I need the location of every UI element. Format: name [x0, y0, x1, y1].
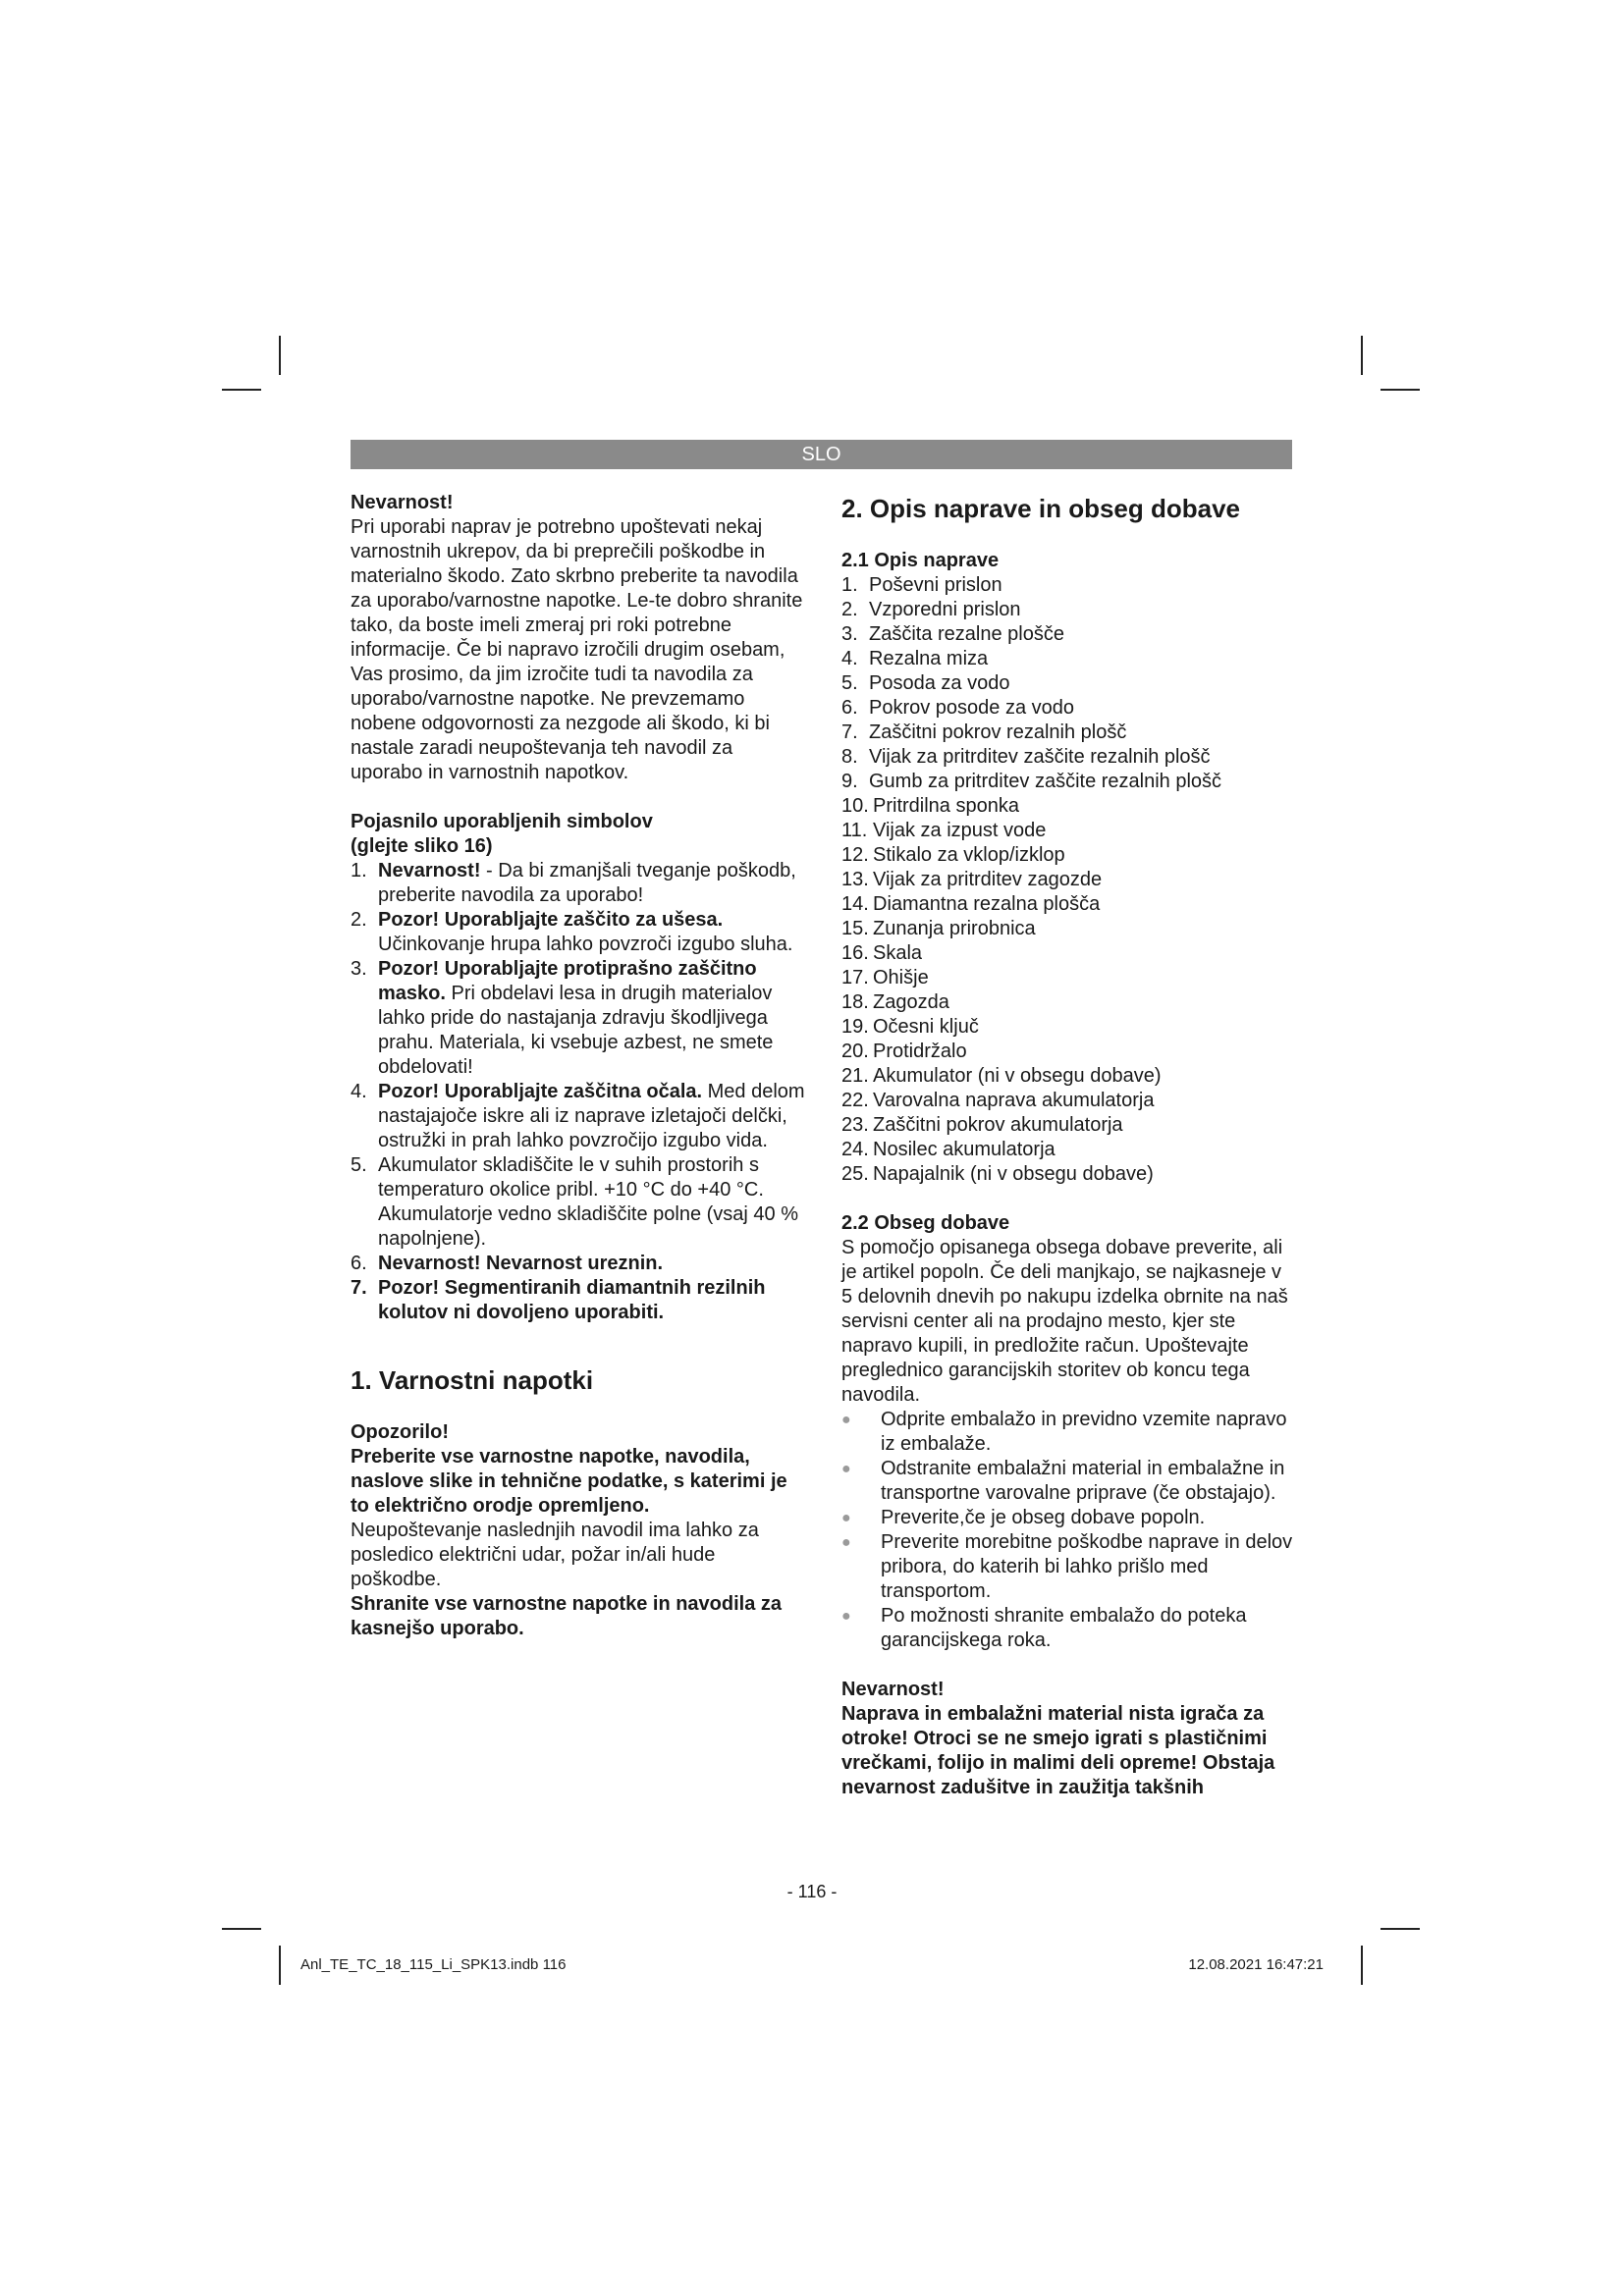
part-item — [841, 1162, 1293, 1187]
warning-bold-text: Preberite vse varnostne napotke, navodila, naslove slike in tehnične podatke, s katerimi je to električno orodje opremljeno. — [351, 1446, 787, 1517]
symbols-list — [351, 859, 807, 1325]
part-item — [841, 990, 1293, 1015]
symbol-item — [351, 908, 807, 957]
item-bold-text: Pozor! Uporabljajte zaščitna očala. — [378, 1081, 703, 1102]
section1-heading: 1. Varnostni napotki — [351, 1365, 594, 1395]
part-number: 6. — [841, 697, 858, 719]
part-number: 22. — [841, 1090, 869, 1111]
section2-heading: 2. Opis naprave in obseg dobave — [841, 494, 1241, 523]
part-number: 21. — [841, 1065, 869, 1087]
item-number: 7. — [351, 1277, 367, 1299]
part-number: 2. — [841, 599, 858, 620]
crop-mark — [222, 1928, 261, 1930]
crop-mark — [1361, 1946, 1363, 1985]
part-number: 3. — [841, 623, 858, 645]
part-label: Očesni ključ — [873, 1016, 979, 1038]
item-number: 4. — [351, 1081, 367, 1102]
part-item — [841, 598, 1293, 622]
scope-checklist — [841, 1408, 1293, 1653]
part-number: 7. — [841, 721, 858, 743]
checklist-text: Preverite morebitne poškodbe naprave in delov pribora, do katerih bi lahko prišlo med transportom. — [881, 1531, 1293, 1602]
part-label: Vijak za pritrditev zaščite rezalnih plošč — [869, 746, 1211, 768]
part-item — [841, 1015, 1293, 1040]
scope-text: S pomočjo opisanega obsega dobave preverite, ali je artikel popoln. Če deli manjkajo, se najkasneje v 5 delovnih dnevih po nakupu izdelka obrnite na naš servisni center ali na prodajno mesto, kjer ste napravo kupili, in predložite račun. Upoštevajte preglednico garancijskih storitev ob koncu tega navodila. — [841, 1237, 1288, 1406]
language-label: SLO — [801, 444, 841, 465]
part-label: Zunanja prirobnica — [873, 918, 1036, 939]
crop-mark — [279, 1946, 281, 1985]
part-item — [841, 1113, 1293, 1138]
checklist-item — [841, 1457, 1293, 1506]
part-number: 17. — [841, 967, 869, 988]
bullet-icon: ● — [841, 1412, 851, 1428]
checklist-item — [841, 1604, 1293, 1653]
part-item — [841, 573, 1293, 598]
symbol-item — [351, 1252, 807, 1276]
sub21-heading: 2.1 Opis naprave — [841, 550, 1000, 571]
bullet-icon: ● — [841, 1461, 851, 1477]
part-number: 11. — [841, 820, 868, 841]
symbols-title: Pojasnilo uporabljenih simbolov — [351, 811, 653, 832]
part-label: Posoda za vodo — [869, 672, 1010, 694]
left-column — [351, 491, 807, 1641]
part-item — [841, 1138, 1293, 1162]
part-item — [841, 794, 1293, 819]
symbol-item — [351, 1153, 807, 1252]
part-number: 9. — [841, 771, 858, 792]
language-header-bar — [351, 440, 1292, 469]
part-number: 8. — [841, 746, 858, 768]
item-text: - Da bi zmanjšali tveganje poškodb, preberite navodila za uporabo! — [378, 860, 796, 906]
part-label: Ohišje — [873, 967, 929, 988]
checklist-text: Preverite,če je obseg dobave popoln. — [881, 1507, 1206, 1528]
part-label: Varovalna naprava akumulatorja — [873, 1090, 1155, 1111]
part-label: Nosilec akumulatorja — [873, 1139, 1056, 1160]
part-item — [841, 941, 1293, 966]
item-number: 2. — [351, 909, 367, 931]
part-item — [841, 647, 1293, 671]
part-item — [841, 671, 1293, 696]
part-item — [841, 1040, 1293, 1064]
part-item — [841, 892, 1293, 917]
part-number: 5. — [841, 672, 858, 694]
part-label: Vzporedni prislon — [869, 599, 1021, 620]
symbols-subtitle: (glejte sliko 16) — [351, 835, 493, 857]
part-item — [841, 696, 1293, 721]
part-number: 10. — [841, 795, 869, 817]
danger-title: Nevarnost! — [351, 492, 454, 513]
part-number: 18. — [841, 991, 869, 1013]
checklist-item — [841, 1506, 1293, 1530]
part-item — [841, 966, 1293, 990]
crop-mark — [1361, 336, 1363, 375]
page-number: - 116 - — [786, 1882, 838, 1901]
bullet-icon: ● — [841, 1608, 851, 1625]
warning-title: Opozorilo! — [351, 1421, 449, 1443]
part-number: 4. — [841, 648, 858, 669]
item-text: Pri obdelavi lesa in drugih materialov lahko pride do nastajanja zdravju škodljivega prahu. Materiala, ki vsebuje azbest, ne smete obdelovati! — [378, 983, 774, 1078]
item-bold-text: Pozor! Uporabljajte protiprašno zaščitno masko. — [378, 958, 757, 1004]
sub22-heading: 2.2 Obseg dobave — [841, 1212, 1010, 1234]
danger-text-right: Naprava in embalažni material nista igrača za otroke! Otroci se ne smejo igrati s plastičnimi vrečkami, folijo in malimi deli opreme! Obstaja nevarnost zadušitve in zaužitja takšnih — [841, 1703, 1275, 1798]
footer-file-name: Anl_TE_TC_18_115_Li_SPK13.indb 116 — [300, 1956, 567, 1973]
checklist-text: Odstranite embalažni material in embalažne in transportne varovalne priprave (če obstajajo). — [881, 1458, 1285, 1504]
symbol-item — [351, 1080, 807, 1153]
item-number: 6. — [351, 1253, 367, 1274]
danger-text: Pri uporabi naprav je potrebno upoštevati nekaj varnostnih ukrepov, da bi preprečili poškodbe in materialno škodo. Zato skrbno preberite ta navodila za uporabo/varnostne napotke. Le-te dobro shranite tako, da boste imeli zmeraj pri roki potrebne informacije. Če bi napravo izročili drugim osebam, Vas prosimo, da jim izročite tudi ta navodila za uporabo/varnostne napotke. Ne prevzemamo nobene odgovornosti za nezgode ali škodo, ki bi nastale zaradi neupoštevanja teh navodil za uporabo in varnostnih napotkov. — [351, 516, 803, 783]
right-column — [841, 491, 1293, 1800]
part-label: Stikalo za vklop/izklop — [873, 844, 1065, 866]
part-item — [841, 843, 1293, 868]
part-label: Skala — [873, 942, 923, 964]
keep-instructions-text: Shranite vse varnostne napotke in navodila za kasnejšo uporabo. — [351, 1593, 783, 1639]
item-bold-text: Pozor! Uporabljajte zaščito za ušesa. — [378, 909, 724, 931]
bullet-icon: ● — [841, 1510, 851, 1526]
symbol-item — [351, 1276, 807, 1325]
part-item — [841, 745, 1293, 770]
part-label: Napajalnik (ni v obsegu dobave) — [873, 1163, 1154, 1185]
part-label: Pritrdilna sponka — [873, 795, 1019, 817]
item-text: Učinkovanje hrupa lahko povzroči izgubo sluha. — [378, 934, 793, 955]
part-number: 24. — [841, 1139, 869, 1160]
part-number: 20. — [841, 1041, 869, 1062]
part-label: Zaščitni pokrov akumulatorja — [873, 1114, 1123, 1136]
crop-mark — [1380, 1928, 1420, 1930]
part-label: Poševni prislon — [869, 574, 1002, 596]
part-item — [841, 819, 1293, 843]
part-number: 1. — [841, 574, 858, 596]
item-number: 5. — [351, 1154, 367, 1176]
part-label: Gumb za pritrditev zaščite rezalnih plošč — [869, 771, 1222, 792]
item-number: 3. — [351, 958, 367, 980]
part-label: Zaščitni pokrov rezalnih plošč — [869, 721, 1127, 743]
crop-mark — [222, 389, 261, 391]
part-label: Rezalna miza — [869, 648, 989, 669]
part-item — [841, 770, 1293, 794]
part-label: Vijak za izpust vode — [873, 820, 1047, 841]
part-label: Zagozda — [873, 991, 949, 1013]
danger-title-right: Nevarnost! — [841, 1679, 945, 1700]
checklist-text: Odprite embalažo in previdno vzemite napravo iz embalaže. — [881, 1409, 1287, 1455]
item-bold-text: Nevarnost! Nevarnost ureznin. — [378, 1253, 664, 1274]
part-number: 19. — [841, 1016, 869, 1038]
part-item — [841, 622, 1293, 647]
part-number: 25. — [841, 1163, 869, 1185]
symbol-item — [351, 859, 807, 908]
crop-mark — [1380, 389, 1420, 391]
part-item — [841, 1064, 1293, 1089]
part-number: 16. — [841, 942, 869, 964]
part-item — [841, 917, 1293, 941]
part-label: Akumulator (ni v obsegu dobave) — [873, 1065, 1162, 1087]
part-number: 14. — [841, 893, 869, 915]
item-number: 1. — [351, 860, 367, 881]
bullet-icon: ● — [841, 1534, 851, 1551]
part-number: 12. — [841, 844, 869, 866]
item-text: Akumulator skladiščite le v suhih prostorih s temperaturo okolice pribl. +10 °C do +40 °C. Akumulatorje vedno skladiščite polne (vsaj 40 % napolnjene). — [378, 1154, 798, 1250]
item-bold-text: Pozor! Segmentiranih diamantnih rezilnih kolutov ni dovoljeno uporabiti. — [378, 1277, 766, 1323]
part-item — [841, 868, 1293, 892]
part-label: Diamantna rezalna plošča — [873, 893, 1101, 915]
warning-text: Neupoštevanje naslednjih navodil ima lahko za posledico električni udar, požar in/ali hude poškodbe. — [351, 1520, 759, 1590]
footer-datetime: 12.08.2021 16:47:21 — [1188, 1956, 1324, 1973]
part-number: 15. — [841, 918, 869, 939]
checklist-item — [841, 1530, 1293, 1604]
parts-list — [841, 573, 1293, 1187]
part-label: Zaščita rezalne plošče — [869, 623, 1064, 645]
part-label: Pokrov posode za vodo — [869, 697, 1075, 719]
checklist-text: Po možnosti shranite embalažo do poteka garancijskega roka. — [881, 1605, 1247, 1651]
part-label: Vijak za pritrditev zagozde — [873, 869, 1103, 890]
item-bold-text: Nevarnost! — [378, 860, 481, 881]
checklist-item — [841, 1408, 1293, 1457]
item-text: Med delom nastajajoče iskre ali iz naprave izletajoči delčki, ostružki in prah lahko povzročijo izgubo vida. — [378, 1081, 805, 1151]
part-item — [841, 721, 1293, 745]
part-label: Protidržalo — [873, 1041, 967, 1062]
part-number: 13. — [841, 869, 869, 890]
symbol-item — [351, 957, 807, 1080]
crop-mark — [279, 336, 281, 375]
part-number: 23. — [841, 1114, 869, 1136]
part-item — [841, 1089, 1293, 1113]
